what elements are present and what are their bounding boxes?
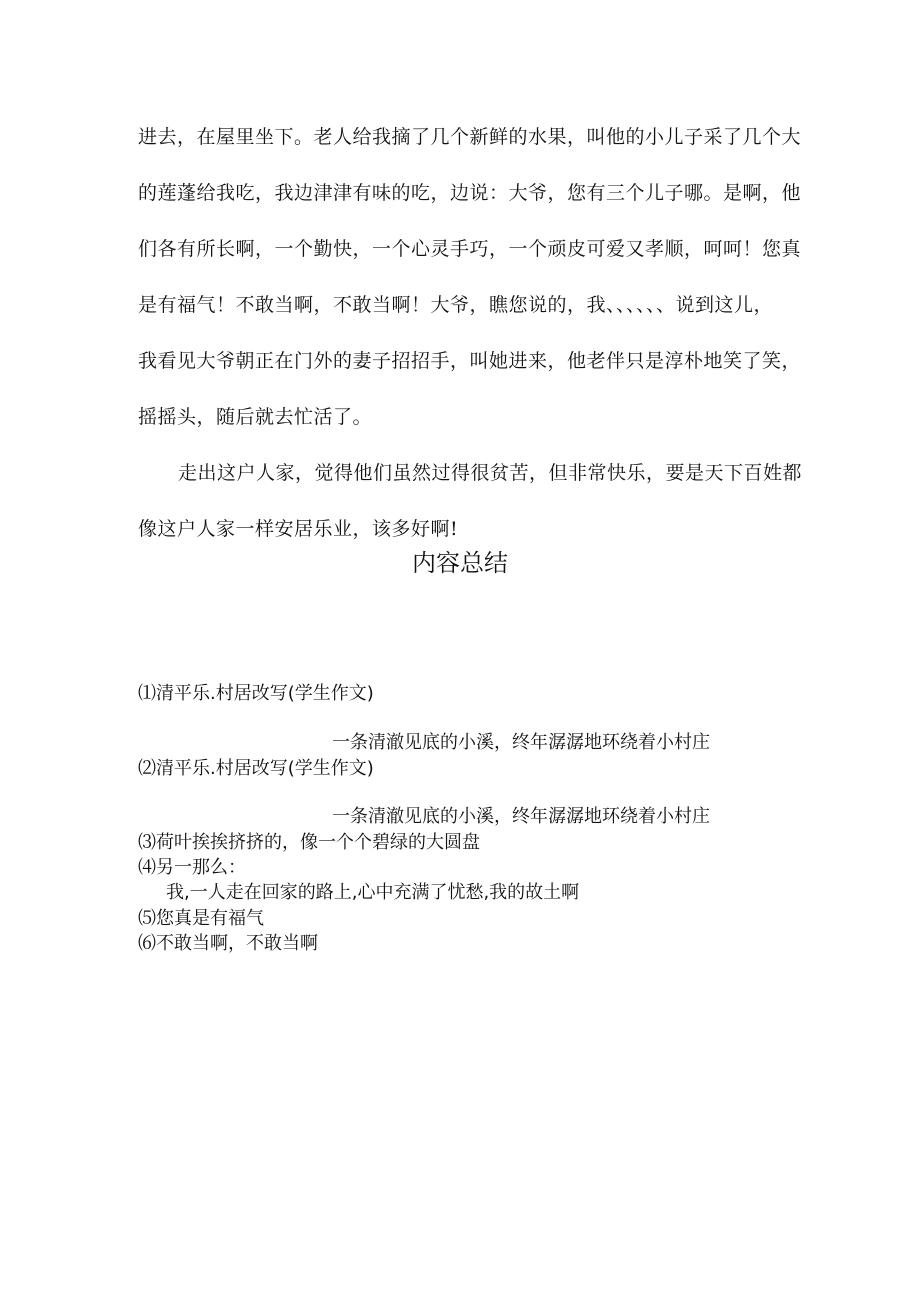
- summary-item: ⑵清平乐.村居改写(学生作文): [138, 758, 374, 779]
- paragraph-line: 的莲蓬给我吃，我边津津有味的吃，边说：大爷，您有三个儿子哪。是啊，他: [138, 182, 802, 204]
- summary-item: ⑴清平乐.村居改写(学生作文): [138, 683, 374, 704]
- paragraph-line: 是有福气！不敢当啊，不敢当啊！大爷，瞧您说的，我、、、、、、说到这儿，: [138, 294, 774, 316]
- paragraph-line: 进去，在屋里坐下。老人给我摘了几个新鲜的水果，叫他的小儿子采了几个大: [138, 126, 802, 148]
- paragraph-line: 我看见大爷朝正在门外的妻子招招手，叫她进来，他老伴只是淳朴地笑了笑，: [138, 350, 802, 372]
- paragraph-line: 走出这户人家，觉得他们虽然过得很贫苦，但非常快乐，要是天下百姓都: [178, 462, 803, 484]
- paragraph-line: 们各有所长啊，一个勤快，一个心灵手巧，一个顽皮可爱又孝顺，呵呵！您真: [138, 238, 802, 260]
- summary-item: ⑹不敢当啊，不敢当啊: [138, 933, 318, 954]
- summary-item-detail: 我,一人走在回家的路上,心中充满了忧愁,我的故土啊: [166, 882, 580, 903]
- summary-heading: 内容总结: [412, 549, 508, 577]
- paragraph-line: 摇摇头，随后就去忙活了。: [138, 406, 373, 428]
- summary-item: ⑶荷叶挨挨挤挤的，像一个个碧绿的大圆盘: [138, 832, 480, 853]
- summary-item-detail: 一条清澈见底的小溪，终年潺潺地环绕着小村庄: [332, 732, 710, 753]
- summary-item: ⑸您真是有福气: [138, 908, 264, 929]
- paragraph-line: 像这户人家一样安居乐业，该多好啊!: [138, 518, 459, 540]
- summary-item: ⑷另一那么：: [138, 857, 246, 878]
- summary-item-detail: 一条清澈见底的小溪，终年潺潺地环绕着小村庄: [332, 806, 710, 827]
